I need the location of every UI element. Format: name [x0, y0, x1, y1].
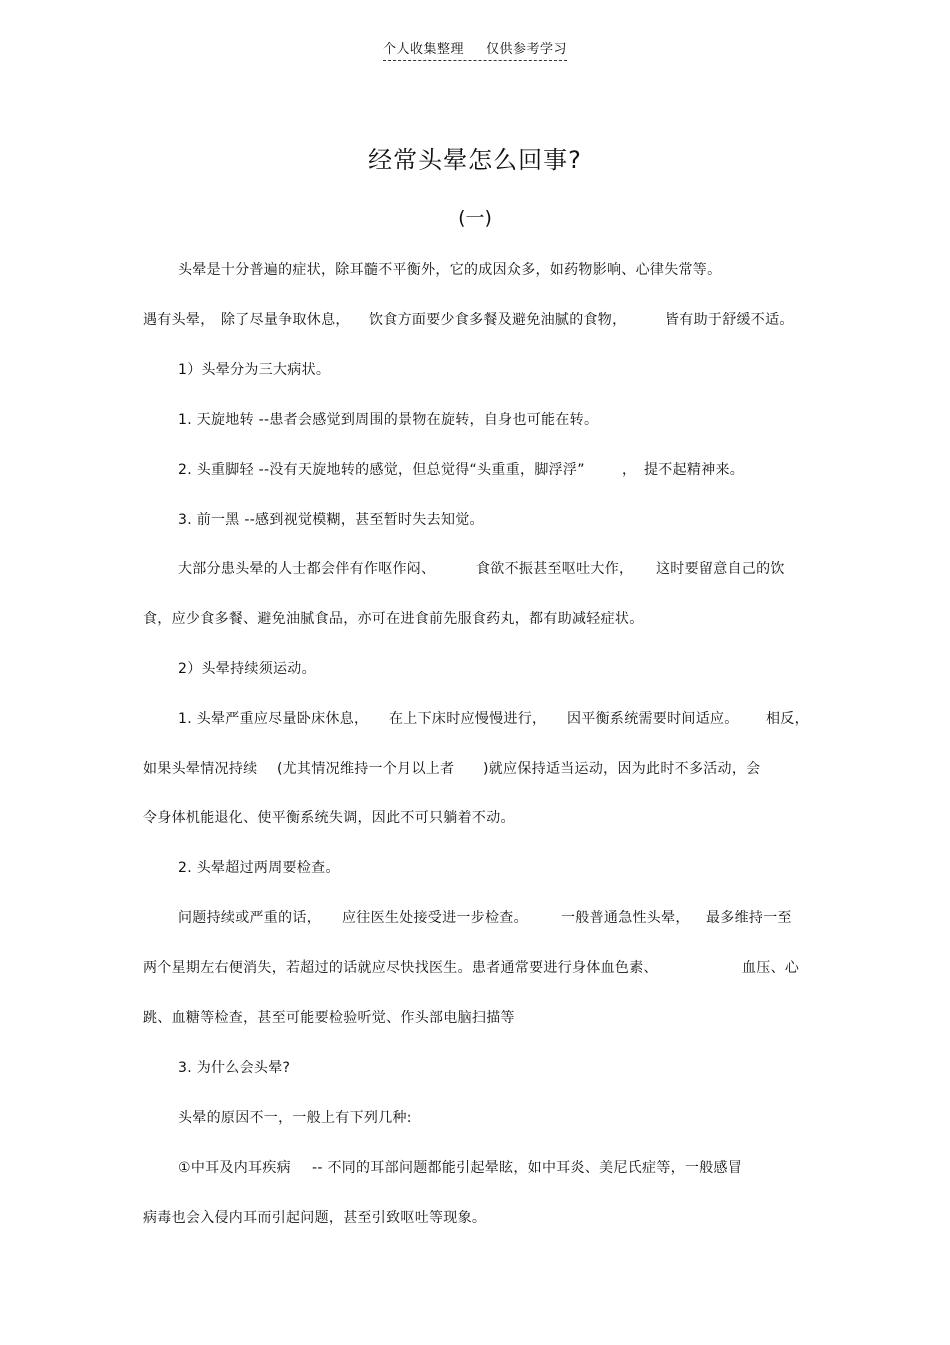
- list-heading: 2）头晕持续须运动。: [178, 661, 316, 677]
- page-header: [0, 38, 950, 61]
- paragraph-line: [178, 558, 818, 578]
- text-segment: 最多维持一至: [706, 910, 792, 926]
- text-segment: )就应保持适当运动，因为此时不多活动，会: [483, 761, 761, 777]
- text-segment: 1. 头晕严重应尽量卧床休息，: [178, 711, 369, 727]
- text-segment: 因平衡系统需要时间适应。: [567, 711, 739, 727]
- list-item: [178, 708, 818, 728]
- text-segment: 皆有助于舒缓不适。: [665, 312, 794, 328]
- text-segment: 如果头晕情况持续: [143, 761, 258, 777]
- paragraph-line: [143, 758, 843, 778]
- text-segment: -- 不同的耳部问题都能引起晕眩，如中耳炎、美尼氏症等，一般感冒: [312, 1160, 743, 1176]
- text-segment: 相反，: [766, 711, 809, 727]
- text-segment: 问题持续或严重的话，: [178, 910, 321, 926]
- text-segment: 这时要留意自己的饮: [656, 561, 785, 577]
- list-item: 1. 天旋地转 --患者会感觉到周围的景物在旋转，自身也可能在转。: [178, 412, 599, 428]
- list-heading: 1）头晕分为三大病状。: [178, 362, 331, 378]
- header-right-text: 仅供参考学习: [486, 42, 568, 57]
- paragraph-line: 病毒也会入侵内耳而引起问题，甚至引致呕吐等现象。: [143, 1210, 487, 1226]
- text-segment: 两个星期左右便消失，若超过的话就应尽快找医生。患者通常要进行身体血色素、: [143, 960, 658, 976]
- text-segment: 2. 头重脚轻 --没有天旋地转的感觉，但总觉得“头重重，脚浮浮”: [178, 462, 585, 478]
- text-segment: 应往医生处接受进一步检查。: [342, 910, 528, 926]
- text-segment: 饮食方面要少食多餐及避免油腻的食物，: [369, 312, 627, 328]
- list-item: 2. 头晕超过两周要检查。: [178, 860, 340, 876]
- document-title: 经常头晕怎么回事?: [368, 146, 582, 174]
- paragraph-line: [143, 957, 843, 977]
- list-item: 3. 前一黑 --感到视觉模糊，甚至暂时失去知觉。: [178, 512, 484, 528]
- text-segment: 除了尽量争取休息，: [221, 312, 350, 328]
- list-item: [178, 459, 818, 479]
- text-segment: (尤其情况维持一个月以上者: [277, 761, 455, 777]
- text-segment: 大部分患头晕的人士都会伴有作呕作闷、: [178, 561, 436, 577]
- paragraph-line: 令身体机能退化、使平衡系统失调，因此不可只躺着不动。: [143, 810, 515, 826]
- text-segment: 食欲不振甚至呕吐大作，: [476, 561, 634, 577]
- text-segment: 遇有头晕，: [143, 312, 215, 328]
- text-segment: 提不起精神来。: [644, 462, 745, 478]
- list-item: 3. 为什么会头晕?: [178, 1060, 291, 1076]
- paragraph-line: [178, 907, 818, 927]
- text-segment: 血压、心: [742, 960, 800, 976]
- text-segment: 一般普通急性头晕，: [561, 910, 690, 926]
- paragraph-line: [143, 309, 843, 329]
- paragraph-line: 头晕的原因不一，一般上有下列几种:: [178, 1110, 412, 1126]
- text-segment: ①中耳及内耳疾病: [178, 1160, 291, 1176]
- text-segment: 在上下床时应慢慢进行，: [389, 711, 547, 727]
- header-left-text: 个人收集整理: [382, 42, 464, 57]
- text-segment: ，: [622, 462, 637, 478]
- paragraph-line: 头晕是十分普遍的症状，除耳髓不平衡外，它的成因众多，如药物影响、心律失常等。: [178, 262, 722, 278]
- section-heading: (一): [458, 207, 492, 229]
- paragraph-line: 食，应少食多餐、避免油腻食品，亦可在进食前先服食药丸，都有助减轻症状。: [143, 611, 644, 627]
- list-item: [178, 1157, 818, 1177]
- paragraph-line: 跳、血糖等检查，甚至可能要检验听觉、作头部电脑扫描等: [143, 1010, 515, 1026]
